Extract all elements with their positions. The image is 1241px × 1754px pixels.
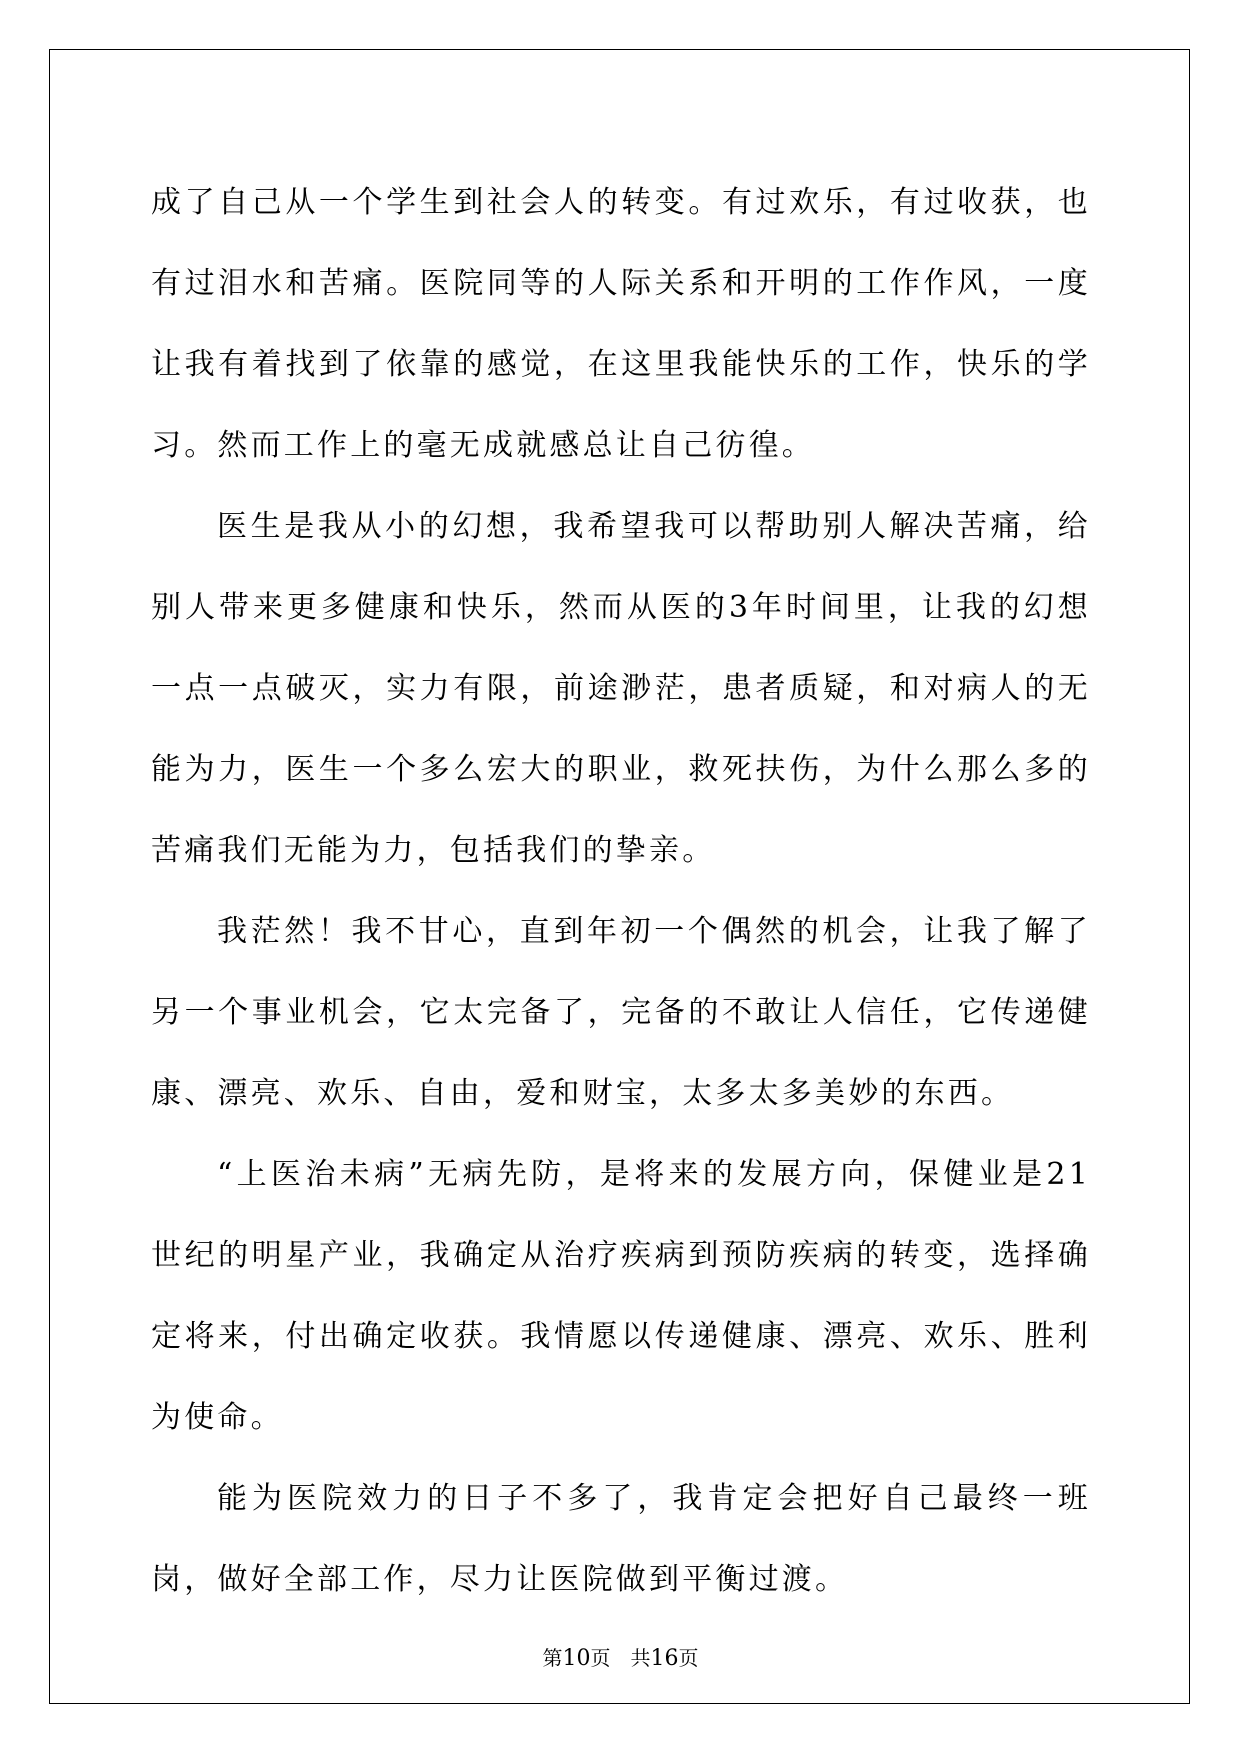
paragraph-3: 我茫然！我不甘心，直到年初一个偶然的机会，让我了解了另一个事业机会，它太完备了，完备的不敢让人信任，它传递健康、漂亮、欢乐、自由，爱和财宝，太多太多美妙的东西。 [151, 914, 1091, 1111]
paragraph-5: 能为医院效力的日子不多了，我肯定会把好自己最终一班岗，做好全部工作，尽力让医院做到平衡过渡。 [151, 1481, 1091, 1597]
paragraph-1: 成了自己从一个学生到社会人的转变。有过欢乐，有过收获，也有过泪水和苦痛。医院同等的人际关系和开明的工作作风，一度让我有着找到了依靠的感觉，在这里我能快乐的工作，快乐的学习。然而工作上的毫无成就感总让自己彷徨。 [151, 185, 1091, 463]
page-prefix: 第 [542, 1646, 563, 1670]
page-mid: 页 共 [590, 1646, 651, 1670]
total-page-number: 16 [650, 1646, 679, 1671]
page-suffix: 页 [678, 1646, 699, 1670]
paragraph-2: 医生是我从小的幻想，我希望我可以帮助别人解决苦痛，给别人带来更多健康和快乐，然而从医的3年时间里，让我的幻想一点一点破灭，实力有限，前途渺茫，患者质疑，和对病人的无能为力，医生一个多么宏大的职业，救死扶伤，为什么那么多的苦痛我们无能为力，包括我们的挚亲。 [151, 509, 1091, 868]
document-body [151, 162, 1091, 1620]
page-footer [0, 1642, 1241, 1671]
paragraph-4: “上医治未病”无病先防，是将来的发展方向，保健业是21世纪的明星产业，我确定从治疗疾病到预防疾病的转变，选择确定将来，付出确定收获。我情愿以传递健康、漂亮、欢乐、胜利为使命。 [151, 1157, 1091, 1435]
current-page-number: 10 [562, 1646, 591, 1671]
